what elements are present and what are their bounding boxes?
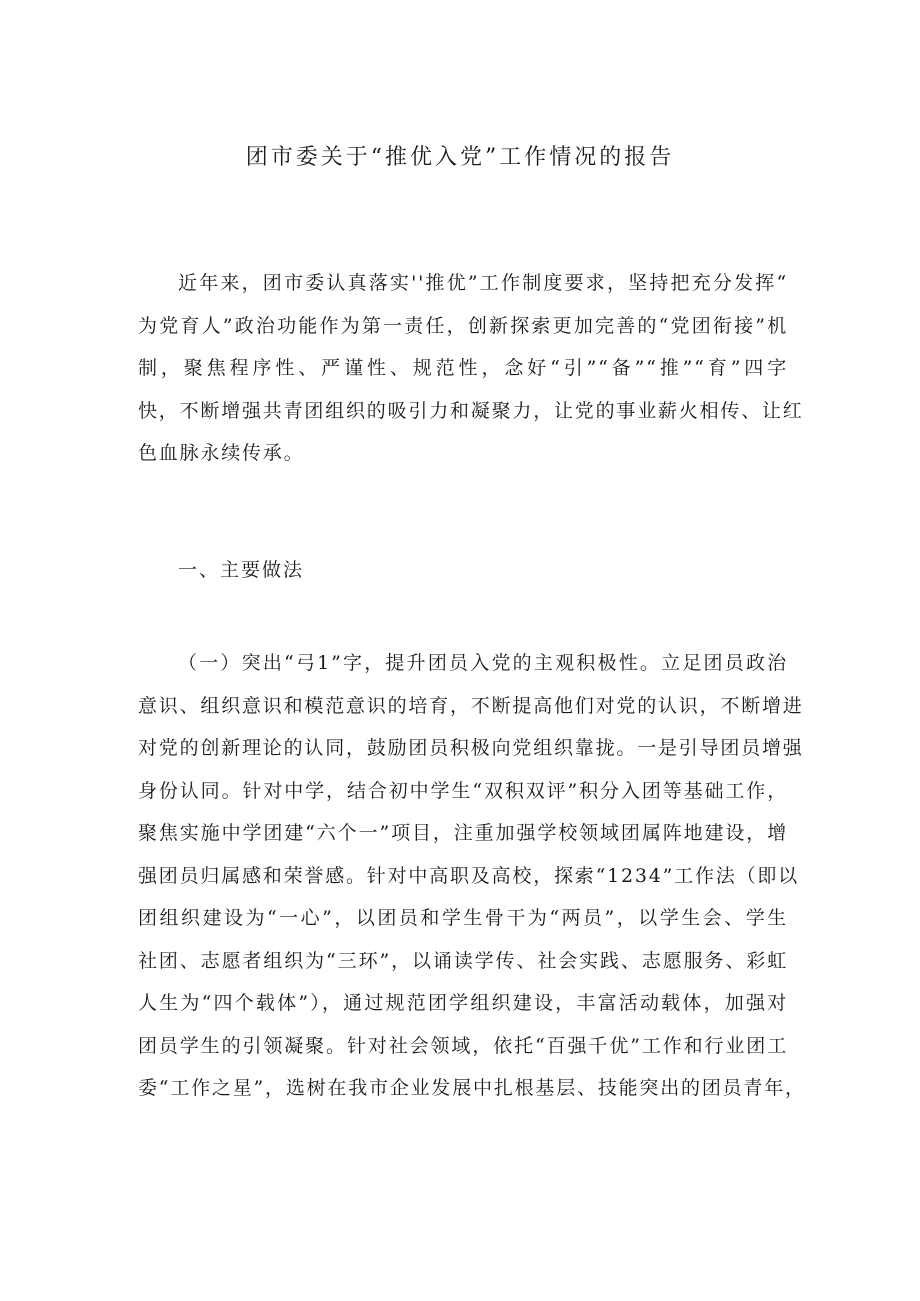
intro-paragraph (138, 262, 804, 475)
intro-line: 为党育人”政治功能作为第一责任，创新探索更加完善的“党团衔接”机 (138, 314, 788, 337)
section1-paragraph (138, 642, 806, 1110)
section1-line: （一）突出“弓1”字，提升团员入党的主观积极性。立足团员政治 (178, 652, 788, 674)
document-title: 团市委关于“推优入党”工作情况的报告 (245, 145, 675, 170)
section1-line: 人生为“四个载体”），通过规范团学组织建设，丰富活动载体，加强对 (138, 992, 788, 1014)
intro-line: 色血脉永续传承。 (138, 442, 305, 464)
section1-line: 团员学生的引领凝聚。针对社会领域，依托“百强千优”工作和行业团工 (138, 1034, 788, 1057)
section1-line: 委“工作之星”，选树在我市企业发展中扎根基层、技能突出的团员青年， (138, 1077, 806, 1099)
section1-line: 团组织建设为“一心”，以团员和学生骨干为“两员”，以学生会、学生 (138, 907, 788, 929)
section1-line: 社团、志愿者组织为“三环”，以诵读学传、社会实践、志愿服务、彩虹 (138, 949, 788, 972)
intro-line: 快，不断增强共青团组织的吸引力和凝聚力，让党的事业薪火相传、让红 (138, 399, 804, 422)
section1-line: 身份认同。针对中学，结合初中学生“双积双评”积分入团等基础工作， (138, 779, 788, 802)
intro-line: 近年来，团市委认真落实''推优”工作制度要求，坚持把充分发挥“ (178, 272, 788, 294)
section1-line: 对党的创新理论的认同，鼓励团员积极向党组织靠拢。一是引导团员增强 (138, 737, 804, 759)
section-heading: 一、主要做法 (178, 559, 305, 581)
section1-line: 聚焦实施中学团建“六个一”项目，注重加强学校领域团属阵地建设，增 (138, 822, 788, 844)
section1-line: 意识、组织意识和模范意识的培育，不断提高他们对党的认识，不断增进 (138, 694, 804, 717)
section1-line: 强团员归属感和荣誉感。针对中高职及高校，探索“1234”工作法（即以 (138, 864, 799, 887)
intro-line: 制，聚焦程序性、严谨性、规范性，念好“引”“备”“推”“育”四字 (138, 357, 788, 379)
